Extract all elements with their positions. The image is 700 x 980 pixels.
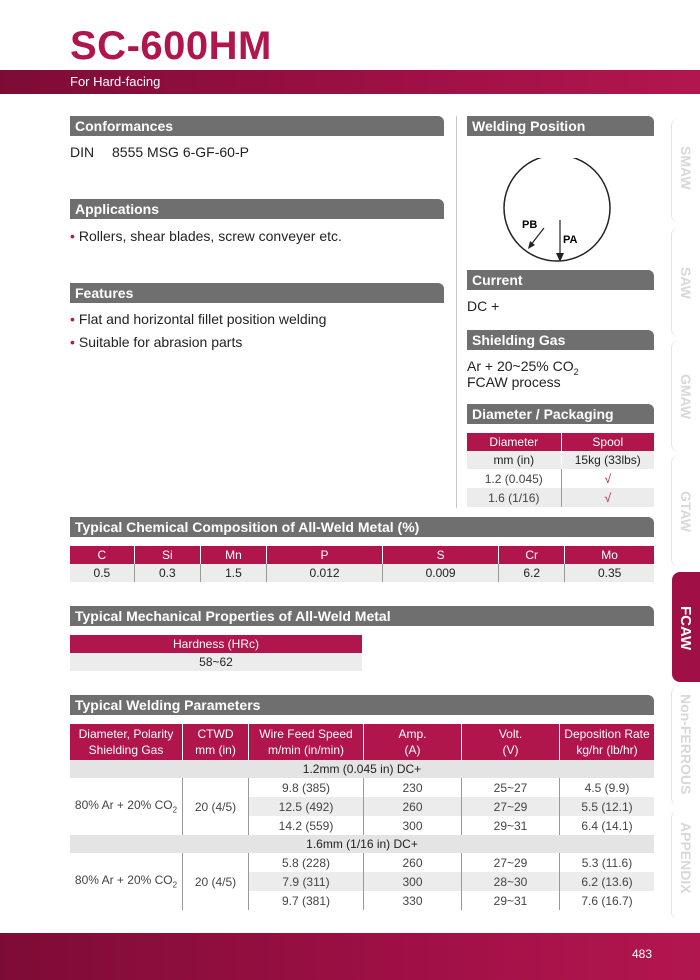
params-col-ctwd: CTWD mm (in) <box>183 724 249 760</box>
pa-label: PA <box>563 234 578 246</box>
chem-col: Cr <box>499 546 565 564</box>
mechanical-table <box>70 635 362 671</box>
conformances-text <box>70 144 249 160</box>
side-tab-appendix[interactable]: APPENDIX <box>671 810 700 920</box>
subtitle-bar <box>0 70 700 94</box>
hardness-value: 58~62 <box>70 653 362 671</box>
params-table <box>70 724 654 910</box>
packaging-table <box>467 433 654 507</box>
mechanical-heading: Typical Mechanical Properties of All-Weld Metal <box>70 606 654 626</box>
welding-position-diagram <box>500 158 620 268</box>
chem-col: Mo <box>565 546 654 564</box>
chem-col: P <box>267 546 383 564</box>
table-row <box>70 653 362 671</box>
table-row: 1.6 (1/16) √ <box>467 488 654 507</box>
side-tab-gmaw[interactable]: GMAW <box>671 340 700 452</box>
page-number: 483 <box>631 947 652 961</box>
shielding-gas-process: FCAW process <box>467 374 561 390</box>
params-col-dep: Deposition Rate kg/hr (lb/hr) <box>560 724 655 760</box>
column-divider <box>456 116 457 508</box>
applications-heading: Applications <box>70 199 444 219</box>
subtitle: For Hard-facing <box>70 74 161 89</box>
packaging-unit-diameter: mm (in) <box>467 451 561 469</box>
side-tab-smaw[interactable]: SMAW <box>671 118 700 223</box>
side-tab-saw[interactable]: SAW <box>671 227 700 337</box>
chem-col: Mn <box>200 546 266 564</box>
params-col-wfs: Wire Feed Speed m/min (in/min) <box>249 724 364 760</box>
features-heading: Features <box>70 283 444 303</box>
table-row: 80% Ar + 20% $CO_2$ 20 (4/5) 5.8 (228) 260 27~29 5.3 (11.6) <box>70 853 654 872</box>
chemical-heading: Typical Chemical Composition of All-Weld Metal (%) <box>70 517 654 537</box>
packaging-unit-spool: 15kg (33lbs) <box>561 451 654 469</box>
current-value: DC + <box>467 298 500 314</box>
table-row: 12.5 (492) 260 27~29 5.5 (12.1) <box>70 797 654 816</box>
conformances-std: DIN <box>70 144 95 160</box>
table-row: 0.5 0.3 1.5 0.012 0.009 6.2 0.35 <box>70 564 654 582</box>
table-row: 1.2 (0.045) √ <box>467 469 654 488</box>
footer-bar <box>0 933 700 980</box>
chem-col: C <box>70 546 134 564</box>
side-tab-nonferrous[interactable]: Non-FERROUS <box>671 686 700 806</box>
params-heading: Typical Welding Parameters <box>70 695 654 715</box>
shielding-gas-heading: Shielding Gas <box>467 330 654 350</box>
table-row: 14.2 (559) 300 29~31 6.4 (14.1) <box>70 816 654 835</box>
hardness-header: Hardness (HRc) <box>70 635 362 653</box>
packaging-col-spool: Spool <box>561 433 654 451</box>
packaging-heading: Diameter / Packaging <box>467 404 654 424</box>
page-title: SC-600HM <box>70 24 272 68</box>
side-tab-fcaw[interactable]: FCAW <box>672 572 700 682</box>
conformances-value: 8555 MSG 6-GF-60-P <box>112 144 249 160</box>
params-group-row: 1.6mm (1/16 in) DC+ <box>70 835 654 853</box>
shielding-gas-value: Ar + 20~25% $CO_2$ <box>467 358 579 377</box>
current-heading: Current <box>467 270 654 290</box>
features-item: • Flat and horizontal fillet position welding <box>70 311 327 327</box>
params-col-volt: Volt. (V) <box>462 724 560 760</box>
params-col-diameter: Diameter, Polarity Shielding Gas <box>70 724 183 760</box>
chemical-table <box>70 546 654 582</box>
pb-label: PB <box>522 219 538 231</box>
applications-item: • Rollers, shear blades, screw conveyer etc. <box>70 228 342 244</box>
table-row: 9.7 (381) 330 29~31 7.6 (16.7) <box>70 891 654 910</box>
features-item: • Suitable for abrasion parts <box>70 334 243 350</box>
table-row: 80% Ar + 20% $CO_2$ 20 (4/5) 9.8 (385) 230 25~27 4.5 (9.9) <box>70 778 654 797</box>
params-group-row: 1.2mm (0.045 in) DC+ <box>70 760 654 778</box>
chem-col: S <box>383 546 499 564</box>
welding-position-heading: Welding Position <box>467 116 654 136</box>
chem-col: Si <box>134 546 200 564</box>
side-tab-gtaw[interactable]: GTAW <box>671 455 700 567</box>
packaging-col-diameter: Diameter <box>467 433 561 451</box>
params-col-amp: Amp. (A) <box>364 724 462 760</box>
conformances-heading: Conformances <box>70 116 444 136</box>
table-row: 7.9 (311) 300 28~30 6.2 (13.6) <box>70 872 654 891</box>
